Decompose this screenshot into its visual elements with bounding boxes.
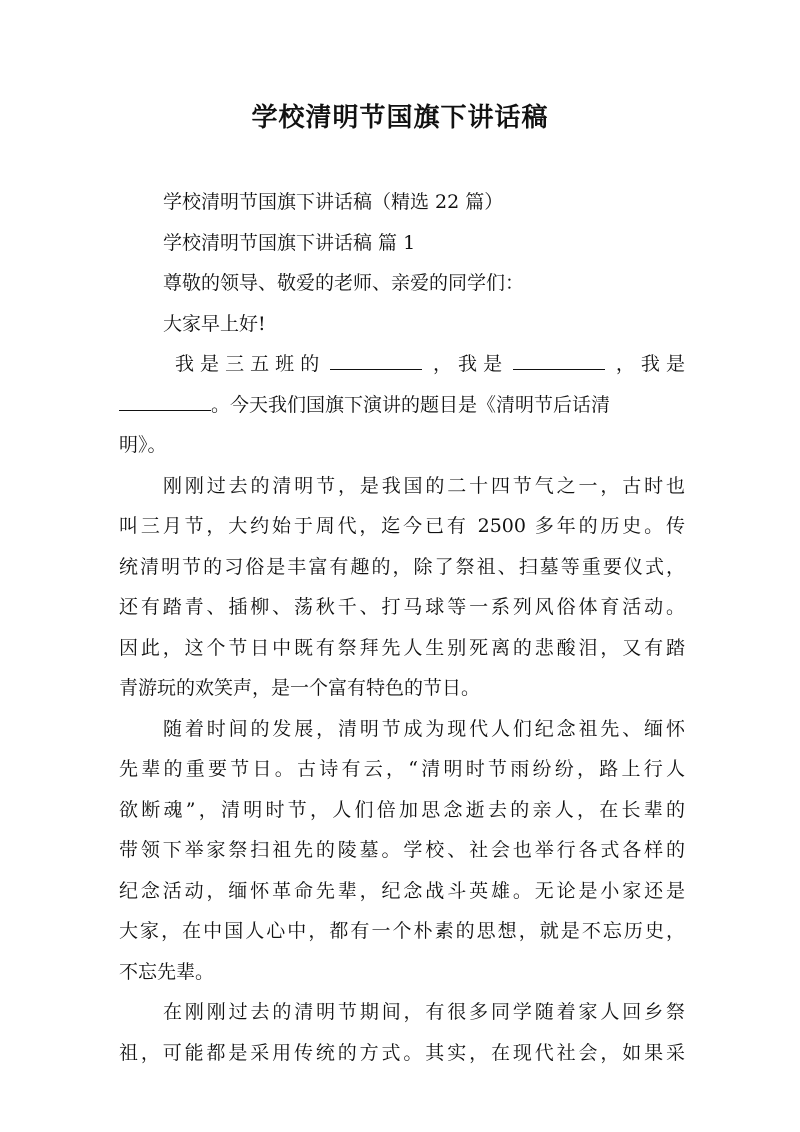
paragraph-line: 先辈的重要节日。古诗有云，“清明时节雨纷纷，路上行人 (119, 758, 685, 780)
paragraph-line: 统清明节的习俗是丰富有趣的，除了祭祖、扫墓等重要仪式， (119, 555, 685, 578)
paragraph-line: 大家，在中国人心中，都有一个朴素的思想，就是不忘历史， (119, 920, 685, 942)
salutation: 尊敬的领导、敬爱的老师、亲爱的同学们： (163, 272, 525, 294)
paragraph-line: 祖，可能都是采用传统的方式。其实，在现代社会，如果采 (119, 1041, 685, 1064)
document-title: 学校清明节国旗下讲话稿 (251, 103, 549, 133)
paragraph-line: 青游玩的欢笑声，是一个富有特色的节日。 (119, 677, 481, 699)
fill-blank-class (330, 351, 422, 370)
intro-segment-3: ， 我 是 (615, 353, 685, 375)
paragraph-line: 还有踏青、插柳、荡秋千、打马球等一系列风俗体育活动。 (119, 596, 685, 618)
paragraph-line: 随着时间的发展，清明节成为现代人们纪念祖先、缅怀 (163, 717, 685, 740)
greeting: 大家早上好! (163, 312, 266, 335)
paragraph-line: 叫三月节，大约始于周代，迄今已有 2500 多年的历史。传 (119, 515, 685, 537)
paragraph-line: 刚刚过去的清明节，是我国的二十四节气之一，古时也 (163, 474, 685, 497)
paragraph-1 (119, 466, 685, 709)
intro-segment-1: 我 是 三 五 班 的 (175, 353, 320, 375)
paragraph-line: 不忘先辈。 (119, 960, 215, 983)
paragraph-2 (119, 709, 685, 993)
section-heading: 学校清明节国旗下讲话稿 篇 1 (163, 231, 416, 254)
document-subtitle: 学校清明节国旗下讲话稿（精选 22 篇） (163, 191, 504, 213)
fill-blank-name-2 (119, 392, 211, 411)
intro-segment-5: 明》。 (119, 434, 167, 456)
paragraph-line: 欲断魂”，清明时节，人们倍加思念逝去的亲人，在长辈的 (119, 798, 685, 821)
fill-blank-name-1 (513, 351, 605, 370)
paragraph-line: 因此，这个节日中既有祭拜先人生别死离的悲酸泪，又有踏 (119, 636, 685, 659)
paragraph-line: 纪念活动，缅怀革命先辈，纪念战斗英雄。无论是小家还是 (119, 879, 685, 902)
paragraph-3 (119, 992, 685, 1073)
intro-line-2 (119, 385, 685, 426)
intro-line-1 (119, 344, 685, 385)
intro-segment-2: ， 我 是 (432, 353, 503, 375)
document-body (119, 182, 685, 1073)
paragraph-line: 带领下举家祭扫祖先的陵墓。学校、社会也举行各式各样的 (119, 839, 685, 861)
paragraph-line: 在刚刚过去的清明节期间，有很多同学随着家人回乡祭 (163, 1001, 685, 1023)
intro-segment-4: 。今天我们国旗下演讲的题目是《清明节后话清 (211, 393, 611, 416)
